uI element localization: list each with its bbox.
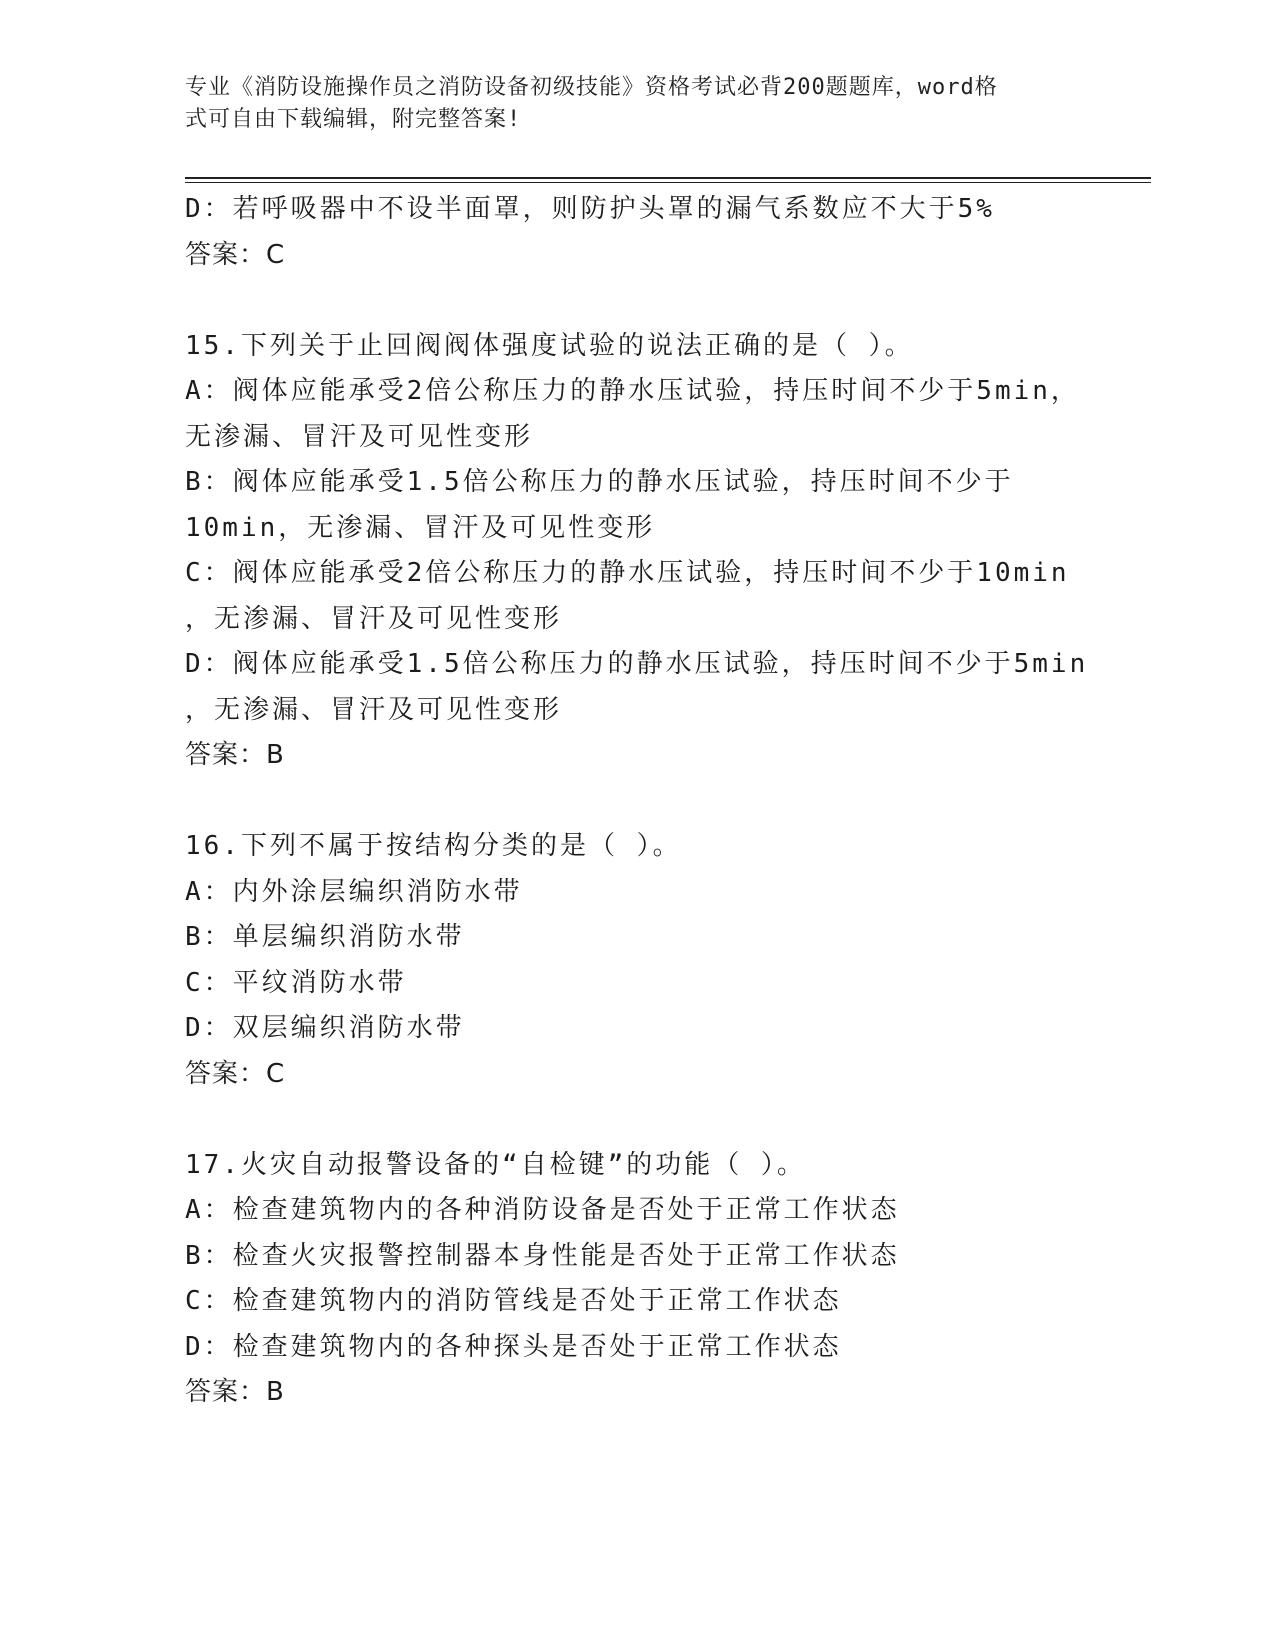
spacer xyxy=(185,278,1115,324)
question-17 xyxy=(185,1143,1115,1416)
document-body xyxy=(185,187,1115,1416)
question-16 xyxy=(185,824,1115,1097)
option-line: A：内外涂层编织消防水带 xyxy=(185,876,523,907)
answer-line: 答案：B xyxy=(185,740,285,770)
answer-line: 答案：C xyxy=(185,1058,286,1089)
header-divider xyxy=(185,177,1151,179)
question-15 xyxy=(185,324,1115,779)
continued-question xyxy=(185,187,1115,278)
question-stem: 15.下列关于止回阀阀体强度试验的说法正确的是（ ）。 xyxy=(185,330,914,361)
question-stem: 17.火灾自动报警设备的“自检键”的功能（ ）。 xyxy=(185,1149,806,1180)
option-line: C：平纹消防水带 xyxy=(185,967,407,998)
header-line-1: 专业《消防设施操作员之消防设备初级技能》资格考试必背200题题库，word格 xyxy=(185,75,998,100)
option-line: C：检查建筑物内的消防管线是否处于正常工作状态 xyxy=(185,1286,842,1316)
option-line: C：阀体应能承受2倍公称压力的静水压试验，持压时间不少于10min xyxy=(185,558,1070,588)
option-line: A：检查建筑物内的各种消防设备是否处于正常工作状态 xyxy=(185,1195,900,1225)
option-line: ，无渗漏、冒汗及可见性变形 xyxy=(185,694,563,725)
answer-line: 答案：C xyxy=(185,239,286,270)
option-line: B：单层编织消防水带 xyxy=(185,922,465,952)
option-line: D：若呼吸器中不设半面罩，则防护头罩的漏气系数应不大于5% xyxy=(185,194,995,224)
option-line: B：检查火灾报警控制器本身性能是否处于正常工作状态 xyxy=(185,1240,900,1271)
option-line: B：阀体应能承受1.5倍公称压力的静水压试验，持压时间不少于 xyxy=(185,467,1014,497)
document-header xyxy=(185,72,1085,136)
answer-line: 答案：B xyxy=(185,1377,285,1407)
option-line: 10min，无渗漏、冒汗及可见性变形 xyxy=(185,512,656,543)
header-line-2: 式可自由下载编辑，附完整答案! xyxy=(185,107,522,132)
option-line: A：阀体应能承受2倍公称压力的静水压试验，持压时间不少于5min， xyxy=(185,376,1080,406)
option-line: D：检查建筑物内的各种探头是否处于正常工作状态 xyxy=(185,1331,842,1362)
option-line: 无渗漏、冒汗及可见性变形 xyxy=(185,421,534,452)
option-line: ，无渗漏、冒汗及可见性变形 xyxy=(185,603,563,634)
header-divider-thin xyxy=(185,182,1151,183)
question-stem: 16.下列不属于按结构分类的是（ ）。 xyxy=(185,831,682,861)
option-line: D：双层编织消防水带 xyxy=(185,1013,465,1043)
option-line: D：阀体应能承受1.5倍公称压力的静水压试验，持压时间不少于5min xyxy=(185,649,1089,679)
spacer xyxy=(185,1097,1115,1143)
spacer xyxy=(185,779,1115,825)
